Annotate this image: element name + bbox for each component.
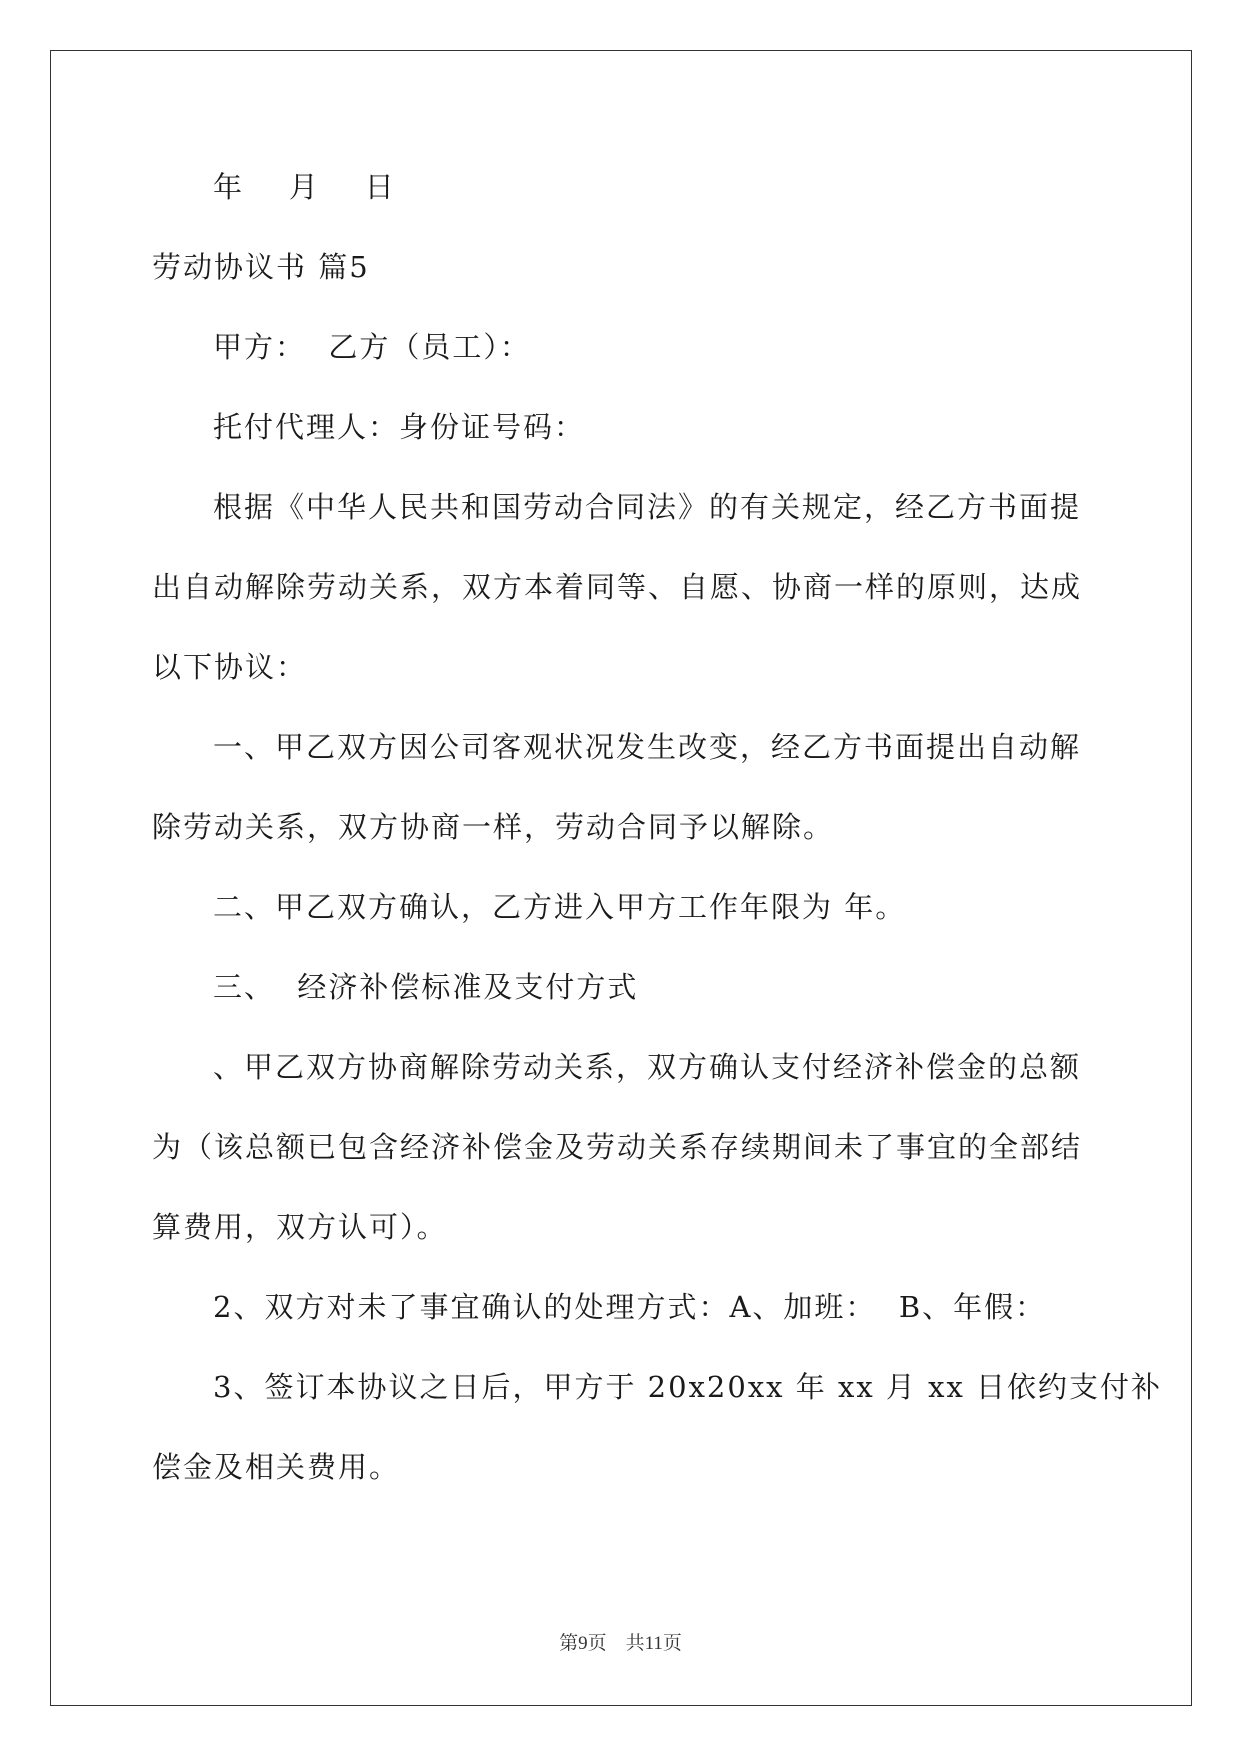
preamble-line: 根据《中华人民共和国劳动合同法》的有关规定，经乙方书面提 [213,490,1082,524]
page-total: 共11页 [625,1633,682,1654]
clause-two-line: 二、甲乙双方确认，乙方进入甲方工作年限为 年。 [213,890,907,924]
page-number: 第9页 [559,1633,607,1654]
clause-three-item-one-line: 为（该总额已包含经济补偿金及劳动关系存续期间未了事宜的全部结 [152,1130,1083,1164]
clause-three-item-one-line: 算费用，双方认可）。 [152,1210,448,1244]
agent-line: 托付代理人：身份证号码： [213,410,586,444]
clause-three-item-three-line: 偿金及相关费用。 [152,1450,401,1484]
clause-three-item-three-line: 3、签订本协议之日后，甲方于 20x20xx 年 xx 月 xx 日依约支付补 [213,1370,1163,1404]
clause-three-item-one-line: 、甲乙双方协商解除劳动关系，双方确认支付经济补偿金的总额 [213,1050,1082,1084]
clause-three-item-two-line: 2、双方对未了事宜确认的处理方式：A、加班： B、年假： [213,1290,1047,1324]
parties-line: 甲方： 乙方（员工）： [213,330,531,364]
clause-three-heading: 三、 经济补偿标准及支付方式 [213,970,639,1004]
clause-one-line: 一、甲乙双方因公司客观状况发生改变，经乙方书面提出自动解 [213,730,1082,764]
preamble-line: 以下协议： [152,650,308,684]
preamble-line: 出自动解除劳动关系，双方本着同等、自愿、协商一样的原则，达成 [152,570,1083,604]
document-body [152,160,1163,1520]
page-footer [0,1628,1241,1655]
date-line: 年 月 日 [213,170,396,204]
section-heading: 劳动协议书 篇5 [152,250,370,284]
clause-one-line: 除劳动关系，双方协商一样，劳动合同予以解除。 [152,810,835,844]
